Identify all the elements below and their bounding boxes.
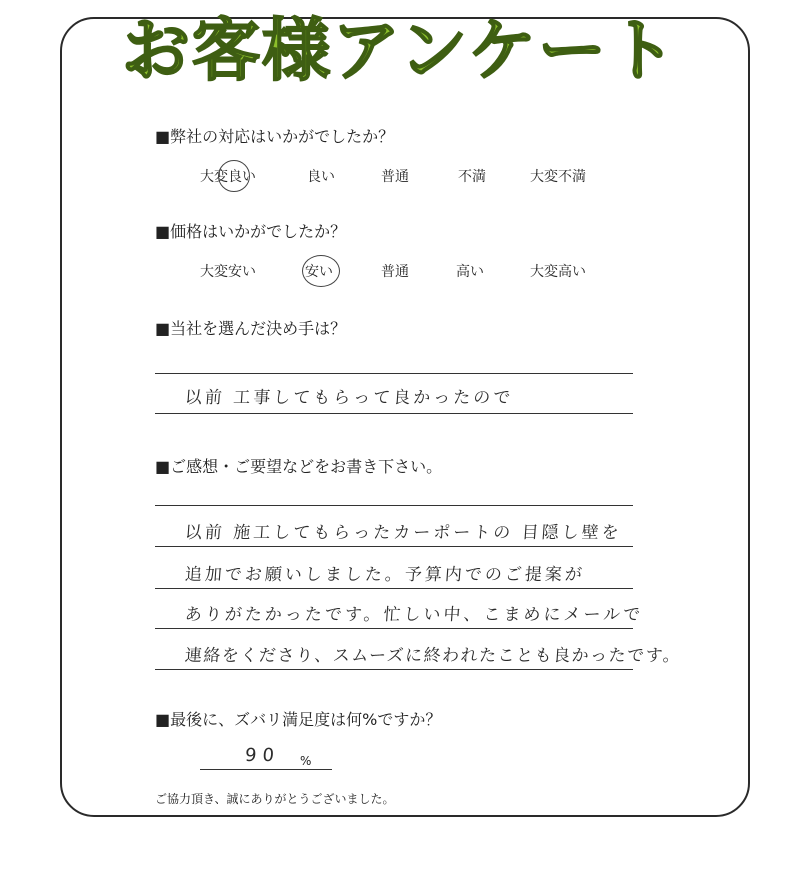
question-price: ■価格はいかがでしたか？: [155, 222, 347, 241]
comment-rule-5: [155, 669, 633, 670]
comment-line-4: 連絡をくださり、スムーズに終われたことも良かったです。: [184, 646, 682, 666]
comment-rule-2: [155, 546, 633, 547]
price-option-normal[interactable]: 普通: [381, 264, 409, 280]
comment-line-1: 以前 施工してもらったカーポートの 目隠し壁を: [184, 523, 623, 543]
reason-answer: 以前 工事してもらって良かったので: [184, 388, 514, 408]
comment-rule-4: [155, 628, 633, 629]
comment-rule-3: [155, 588, 633, 589]
service-option-very-dissatisfied[interactable]: 大変不満: [530, 169, 586, 185]
reason-bottom-rule: [155, 413, 633, 414]
satisfaction-rule: [200, 769, 332, 770]
question-service: ■弊社の対応はいかがでしたか？: [155, 127, 395, 146]
service-selection-circle: [218, 160, 250, 192]
satisfaction-value: 90: [244, 745, 281, 766]
price-option-expensive[interactable]: 高い: [456, 264, 484, 280]
survey-title: お客様アンケート: [122, 12, 678, 91]
service-option-good[interactable]: 良い: [307, 169, 335, 185]
thanks-note: ご協力頂き、誠にありがとうございました。: [155, 792, 395, 806]
question-comments: ■ご感想・ご要望などをお書き下さい。: [155, 457, 443, 476]
price-selection-circle: [302, 255, 340, 287]
satisfaction-percent-sign: %: [300, 754, 312, 768]
price-option-very-expensive[interactable]: 大変高い: [530, 264, 586, 280]
service-option-dissatisfied[interactable]: 不満: [458, 169, 486, 185]
price-option-cheap[interactable]: 安い: [305, 264, 333, 280]
reason-top-rule: [155, 373, 633, 374]
comment-line-2: 追加でお願いしました。予算内でのご提案が: [184, 565, 586, 585]
service-option-very-good[interactable]: 大変良い: [200, 169, 256, 185]
question-satisfaction: ■最後に、ズバリ満足度は何%ですか？: [155, 710, 442, 729]
price-options: [200, 261, 600, 285]
price-option-very-cheap[interactable]: 大変安い: [200, 264, 256, 280]
comment-rule-1: [155, 505, 633, 506]
service-options: [200, 166, 600, 190]
service-option-normal[interactable]: 普通: [381, 169, 409, 185]
comment-line-3: ありがたかったです。忙しい中、こまめにメールで: [184, 605, 644, 625]
question-reason: ■当社を選んだ決め手は？: [155, 319, 347, 338]
